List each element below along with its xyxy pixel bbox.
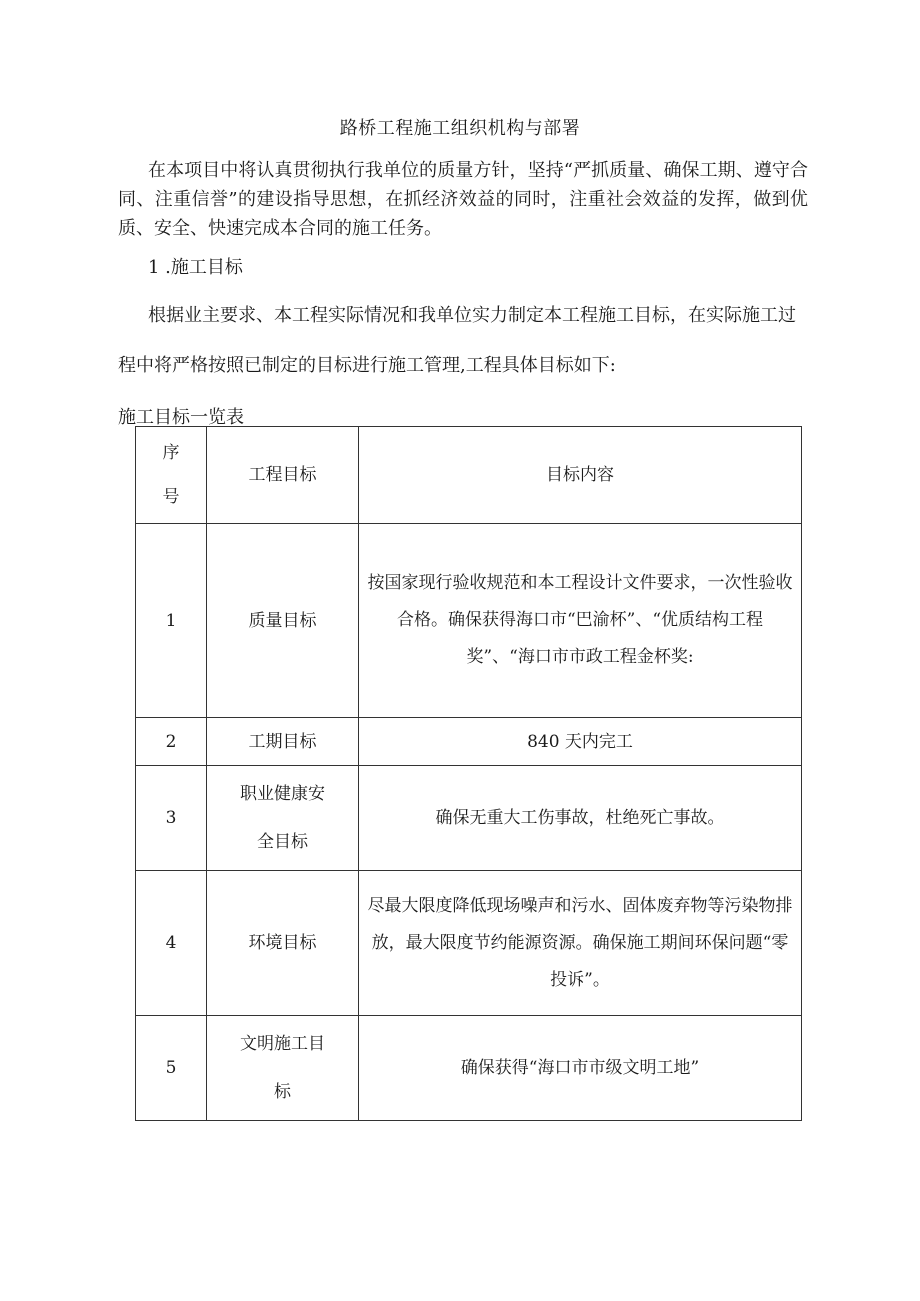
header-goal: 工程目标 bbox=[207, 427, 359, 524]
row-content: 按国家现行验收规范和本工程设计文件要求，一次性验收合格。确保获得海口市“巴渝杯”、“优质结构工程奖”、“海口市市政工程金杯奖: bbox=[359, 524, 802, 718]
row-goal: 文明施工目标 bbox=[207, 1016, 359, 1121]
table-row bbox=[136, 524, 802, 718]
goals-paragraph-line-1: 根据业主要求、本工程实际情况和我单位实力制定本工程施工目标，在实际施工过 bbox=[148, 305, 796, 326]
row-goal: 工期目标 bbox=[207, 718, 359, 766]
row-content: 840 天内完工 bbox=[359, 718, 802, 766]
row-goal: 环境目标 bbox=[207, 871, 359, 1016]
table-row bbox=[136, 718, 802, 766]
row-content: 确保获得“海口市市级文明工地” bbox=[359, 1016, 802, 1121]
header-content: 目标内容 bbox=[359, 427, 802, 524]
table-row bbox=[136, 1016, 802, 1121]
row-index: 4 bbox=[136, 871, 207, 1016]
table-caption: 施工目标一览表 bbox=[118, 407, 244, 428]
row-content: 尽最大限度降低现场噪声和污水、固体废弃物等污染物排放，最大限度节约能源资源。确保施工期间环保问题“零投诉”。 bbox=[359, 871, 802, 1016]
row-index: 3 bbox=[136, 766, 207, 871]
row-index: 2 bbox=[136, 718, 207, 766]
intro-paragraph: 在本项目中将认真贯彻执行我单位的质量方针，坚持“严抓质量、确保工期、遵守合同、注重信誉”的建设指导思想，在抓经济效益的同时，注重社会效益的发挥，做到优质、安全、快速完成本合同的施工任务。 bbox=[118, 160, 808, 239]
row-index: 1 bbox=[136, 524, 207, 718]
goals-paragraph-line-2: 程中将严格按照已制定的目标进行施工管理,工程具体目标如下: bbox=[118, 355, 616, 376]
header-index: 序号 bbox=[136, 427, 207, 524]
row-content: 确保无重大工伤事故，杜绝死亡事故。 bbox=[359, 766, 802, 871]
document-title: 路桥工程施工组织机构与部署 bbox=[339, 118, 581, 139]
table-row bbox=[136, 766, 802, 871]
section-heading-goals: 1 .施工目标 bbox=[148, 257, 243, 278]
table-header-row bbox=[136, 427, 802, 524]
row-goal: 质量目标 bbox=[207, 524, 359, 718]
goals-table bbox=[135, 426, 802, 1121]
table-row bbox=[136, 871, 802, 1016]
row-goal: 职业健康安全目标 bbox=[207, 766, 359, 871]
row-index: 5 bbox=[136, 1016, 207, 1121]
